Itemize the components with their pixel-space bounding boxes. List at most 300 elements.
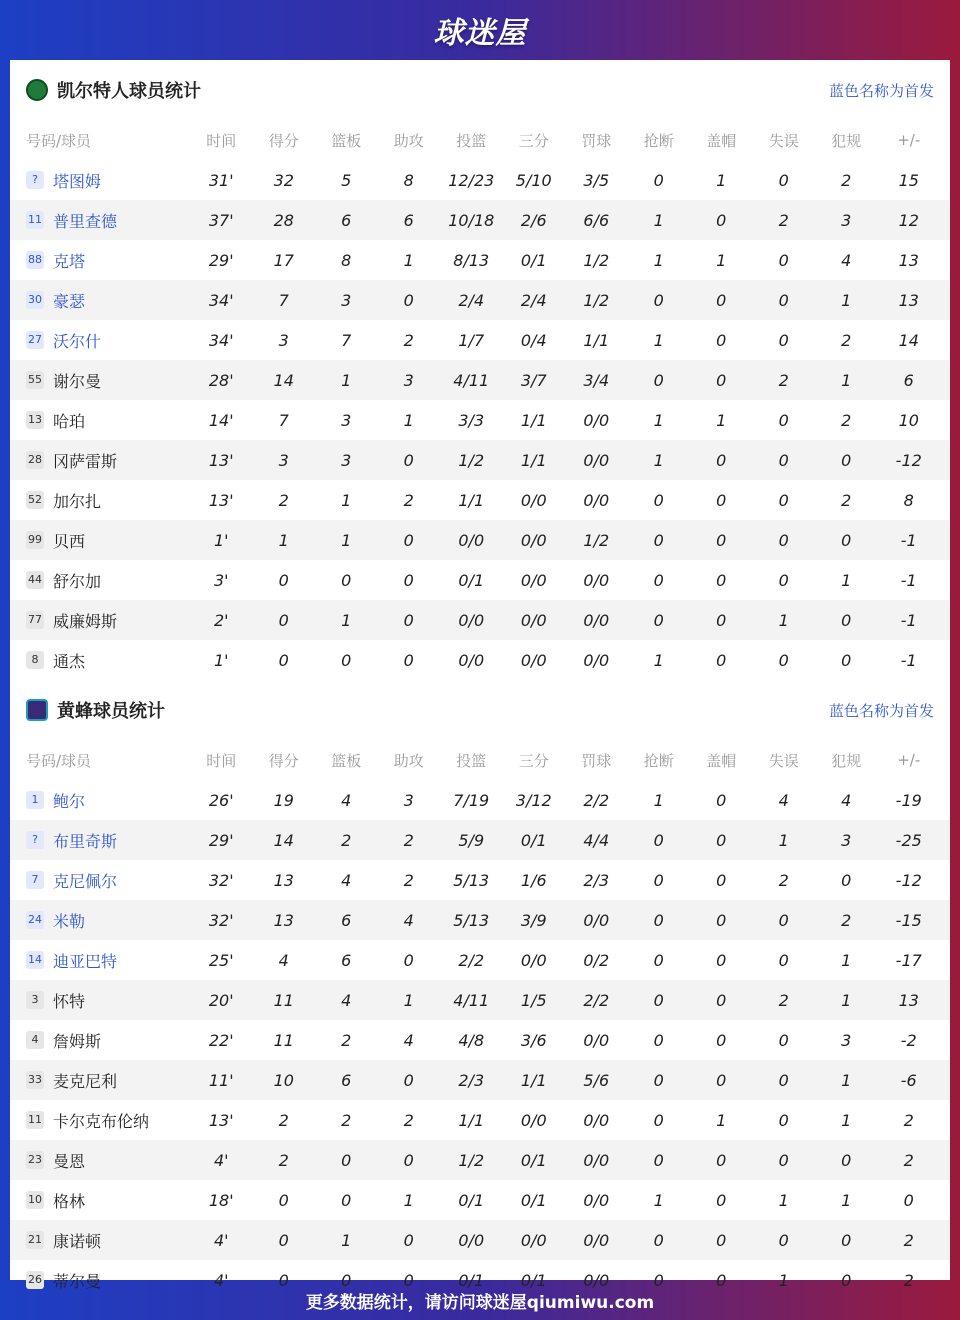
stat-cell: 28' [208,370,234,390]
stat-cell: 0 [716,210,727,230]
stat-cell: 0 [403,570,414,590]
stat-cell: 4 [278,950,289,970]
player-cell [10,489,190,512]
stat-cell: 10 [898,410,919,430]
stat-cell: 0 [653,1230,664,1250]
stat-cell: 4/11 [453,370,490,390]
stat-cell: 37' [208,210,234,230]
column-header-row [10,120,950,160]
stat-cell: 1/1 [458,490,485,510]
stat-cell: 0 [841,1150,852,1170]
stat-cell: 12 [898,210,919,230]
stat-cell: -1 [900,650,917,670]
stat-cell: 6 [341,950,352,970]
stat-cell: 0/0 [583,610,610,630]
stat-cell: 0 [403,650,414,670]
jersey-number-badge: 1 [26,791,44,809]
player-name: 冈萨雷斯 [53,451,118,471]
stat-cell: 1/2 [458,450,485,470]
stat-cell: 1/1 [520,450,547,470]
stat-cell: 13 [898,290,919,310]
table-row [10,560,950,600]
stat-cell: 2 [903,1110,914,1130]
stat-cell: 3 [278,330,289,350]
starter-note: 蓝色名称为首发 [828,701,934,720]
stat-cell: 6 [903,370,914,390]
player-name: 怀特 [53,991,86,1011]
stat-cell: 34' [208,330,234,350]
stat-cell: 1 [841,290,852,310]
stat-cell: 7 [278,410,289,430]
stat-cell: 13' [208,450,234,470]
team-title: 凯尔特人球员统计 [57,81,201,102]
stat-cell: 0 [278,1190,289,1210]
stat-cell: 0 [341,570,352,590]
stat-cell: 1' [213,530,229,550]
jersey-number-badge: 21 [26,1231,44,1249]
stat-cell: 0/0 [583,1030,610,1050]
stat-cell: 0/1 [520,1190,547,1210]
stat-cell: 0 [653,1030,664,1050]
stat-cell: 0/0 [520,490,547,510]
stat-cell: 3 [841,1030,852,1050]
stat-cell: 0 [778,1230,789,1250]
stat-cell: 0/0 [520,1230,547,1250]
stat-cell: -25 [895,830,922,850]
table-row [10,280,950,320]
stat-cell: 0 [716,330,727,350]
team-section [10,60,950,680]
stat-cell: 2 [403,330,414,350]
stat-cell: 0/0 [520,530,547,550]
jersey-number-badge: 3 [26,991,44,1009]
player-cell [10,869,190,892]
player-name[interactable]: 克塔 [53,251,86,271]
stat-cell: 1 [403,1190,414,1210]
stat-cell: 0 [653,490,664,510]
stat-cell: 0 [778,650,789,670]
stat-cell: 1/2 [583,250,610,270]
stat-cell: 0 [278,650,289,670]
stat-cell: 4 [841,790,852,810]
team-section [10,680,950,1300]
stat-cell: 0 [403,1230,414,1250]
player-cell [10,649,190,672]
player-name: 加尔扎 [53,491,102,511]
player-cell [10,1069,190,1092]
stat-cell: 1 [778,1270,789,1290]
player-name[interactable]: 塔图姆 [53,171,102,191]
stat-cell: 2 [778,870,789,890]
stat-cell: 2 [341,1110,352,1130]
stat-cell: 2/4 [520,290,547,310]
player-cell [10,1149,190,1172]
stat-cell: 0 [778,170,789,190]
stat-cell: 0/0 [520,570,547,590]
stat-cell: 0/0 [583,1270,610,1290]
stat-cell: 3/6 [520,1030,547,1050]
stat-cell: 1 [341,610,352,630]
stat-cell: 34' [208,290,234,310]
stat-cell: 0 [778,1030,789,1050]
stat-cell: -1 [900,530,917,550]
player-name[interactable]: 克尼佩尔 [53,871,118,891]
player-name: 谢尔曼 [53,371,102,391]
stat-cell: 0 [716,790,727,810]
jersey-number-badge: 52 [26,491,44,509]
stat-cell: 6 [341,210,352,230]
stat-cell: 2 [341,830,352,850]
stat-cell: 32' [208,870,234,890]
jersey-number-badge: 11 [26,1111,44,1129]
jersey-number-badge: 10 [26,1191,44,1209]
jersey-number-badge: 11 [26,211,44,229]
stat-cell: 0/1 [520,1270,547,1290]
stat-cell: 3/9 [520,910,547,930]
stat-cell: 0 [653,950,664,970]
jersey-number-badge: 77 [26,611,44,629]
stat-cell: 3/7 [520,370,547,390]
stat-cell: 0/0 [458,1230,485,1250]
player-name[interactable]: 迪亚巴特 [53,951,118,971]
player-name[interactable]: 米勒 [53,911,86,931]
stat-cell: 0 [841,650,852,670]
stat-cell: 2 [841,490,852,510]
table-row [10,820,950,860]
stat-cell: 0/0 [583,450,610,470]
stat-cell: 1 [841,950,852,970]
stat-cell: 0 [653,1110,664,1130]
stat-cell: 26' [208,790,234,810]
stat-cell: -17 [895,950,922,970]
player-name: 詹姆斯 [53,1031,102,1051]
footer-banner[interactable]: 更多数据统计，请访问球迷屋qiumiwu.com [305,1292,655,1313]
stat-cell: -19 [895,790,922,810]
stat-cell: 14 [273,370,294,390]
stat-cell: 2 [341,1030,352,1050]
stat-cell: 0/2 [583,950,610,970]
stat-cell: 3/5 [583,170,610,190]
stat-cell: 3 [341,290,352,310]
column-header: 三分 [518,751,549,770]
jersey-number-badge: ? [26,831,44,849]
stat-cell: 5/13 [453,910,490,930]
stat-cell: 0 [716,1230,727,1250]
stat-cell: 0/1 [520,1150,547,1170]
stat-cell: 1 [653,210,664,230]
stat-cell: 2/2 [583,990,610,1010]
top-bar [0,0,960,60]
stat-cell: 0/0 [583,1230,610,1250]
starter-note: 蓝色名称为首发 [828,81,934,100]
table-row [10,480,950,520]
stat-cell: -12 [895,450,922,470]
stat-cell: 8/13 [453,250,490,270]
stat-cell: 0 [653,290,664,310]
stat-cell: 10 [273,1070,294,1090]
stat-cell: 0/1 [520,250,547,270]
title-wrap [26,697,165,723]
stat-cell: 4/4 [583,830,610,850]
jersey-number-badge: 44 [26,571,44,589]
stat-cell: 0/0 [583,1150,610,1170]
stat-cell: 12/23 [448,170,495,190]
table-row [10,440,950,480]
stat-cell: 4 [841,250,852,270]
stat-cell: 7/19 [453,790,490,810]
stat-cell: 2/4 [458,290,485,310]
table-row [10,1060,950,1100]
stat-cell: 22' [208,1030,234,1050]
player-name[interactable]: 布里奇斯 [53,831,118,851]
stat-cell: 1' [213,650,229,670]
stat-cell: 0 [653,830,664,850]
stat-cell: 0 [653,370,664,390]
stat-cell: 0 [653,530,664,550]
column-header: 篮板 [331,751,362,770]
stat-cell: 3 [403,790,414,810]
stat-cell: 14 [898,330,919,350]
team-logo-icon [26,699,48,721]
stat-cell: 18' [208,1190,234,1210]
stat-cell: 0 [653,570,664,590]
stat-cell: 0 [841,870,852,890]
stat-cell: 0 [716,910,727,930]
stat-cell: -1 [900,610,917,630]
stat-cell: 1 [716,170,727,190]
stat-cell: 1/1 [520,410,547,430]
stat-cell: 0 [778,490,789,510]
table-row [10,240,950,280]
stat-cell: 1/1 [458,1110,485,1130]
stat-cell: 6 [403,210,414,230]
column-header: 罚球 [581,131,612,150]
column-header: 盖帽 [706,751,737,770]
player-name[interactable]: 豪瑟 [53,291,86,311]
stat-cell: 2 [778,210,789,230]
player-name[interactable]: 鲍尔 [53,791,86,811]
stat-cell: 2/6 [520,210,547,230]
table-row [10,940,950,980]
jersey-number-badge: 23 [26,1151,44,1169]
stat-cell: 1 [653,1190,664,1210]
stat-cell: 2/3 [458,1070,485,1090]
stat-cell: 0 [778,1070,789,1090]
stat-cell: -2 [900,1030,917,1050]
stat-cell: 3 [278,450,289,470]
stat-cell: 0 [653,1150,664,1170]
stat-cell: 0 [841,610,852,630]
stat-cell: 4/11 [453,990,490,1010]
stat-cell: -6 [900,1070,917,1090]
stat-cell: 0 [903,1190,914,1210]
section-header [10,680,950,740]
stat-cell: 2 [841,410,852,430]
stat-cell: 0 [778,570,789,590]
stat-cell: 2/2 [583,790,610,810]
player-name[interactable]: 普里查德 [53,211,118,231]
player-name: 卡尔克布伦纳 [53,1111,150,1131]
stat-cell: 0/0 [520,950,547,970]
stat-cell: 0 [341,1270,352,1290]
stat-cell: 0 [778,950,789,970]
stat-cell: 7 [278,290,289,310]
stat-cell: 1 [653,450,664,470]
stat-cell: 10/18 [448,210,495,230]
stat-cell: 1 [716,250,727,270]
column-header: 罚球 [581,751,612,770]
stat-cell: 2 [841,910,852,930]
stat-cell: 0 [716,1270,727,1290]
stat-cell: 1 [841,370,852,390]
stat-cell: 6 [341,910,352,930]
stat-cell: 1 [341,370,352,390]
stat-cell: 31' [208,170,234,190]
stat-cell: 0/0 [458,650,485,670]
player-cell [10,789,190,812]
stat-cell: 13' [208,1110,234,1130]
table-row [10,860,950,900]
stat-cell: 28 [273,210,294,230]
stat-cell: 0 [778,330,789,350]
stat-cell: 0 [341,1190,352,1210]
stat-cell: 2 [841,170,852,190]
table-row [10,980,950,1020]
stat-cell: 13 [273,870,294,890]
table-row [10,1140,950,1180]
stat-cell: 0 [778,450,789,470]
stat-cell: 2 [403,870,414,890]
table-row [10,160,950,200]
stat-cell: 1 [341,530,352,550]
stat-cell: 0 [778,910,789,930]
stat-cell: 3 [341,410,352,430]
stat-cell: 32 [273,170,294,190]
stat-cell: 0 [716,870,727,890]
stat-cell: 11 [273,990,294,1010]
stat-cell: 1 [841,1070,852,1090]
stat-cell: 32' [208,910,234,930]
stat-cell: 1 [403,250,414,270]
stat-cell: 0/0 [583,490,610,510]
title-wrap [26,77,201,103]
stat-cell: 0 [341,650,352,670]
stat-cell: 0 [841,530,852,550]
stat-cell: 0 [778,530,789,550]
stat-cell: 0 [403,610,414,630]
stat-cell: 5 [341,170,352,190]
jersey-number-badge: 88 [26,251,44,269]
stat-cell: 0 [716,450,727,470]
stat-cell: 2/2 [458,950,485,970]
stat-cell: 1 [653,250,664,270]
stat-cell: 1 [341,1230,352,1250]
stat-cell: 0 [653,910,664,930]
stat-cell: 2/3 [583,870,610,890]
stat-cell: 0 [778,290,789,310]
stat-cell: 0 [778,1110,789,1130]
stat-cell: 0/0 [520,1110,547,1130]
stat-cell: 4 [403,910,414,930]
table-row [10,600,950,640]
stat-cell: 1/7 [458,330,485,350]
stat-cell: 0 [278,570,289,590]
player-cell [10,1189,190,1212]
stat-cell: 25' [208,950,234,970]
stat-cell: 0 [716,370,727,390]
stat-cell: -15 [895,910,922,930]
stat-cell: 0 [716,990,727,1010]
stat-cell: 4 [341,990,352,1010]
player-cell [10,569,190,592]
stat-cell: 1 [403,410,414,430]
stat-cell: 4 [778,790,789,810]
stat-cell: 0/0 [583,650,610,670]
stat-cell: 1 [841,1190,852,1210]
column-header: 犯规 [831,751,862,770]
stat-cell: 29' [208,250,234,270]
stat-cell: 0/0 [520,610,547,630]
player-name[interactable]: 沃尔什 [53,331,102,351]
player-name: 麦克尼利 [53,1071,118,1091]
column-header: 犯规 [831,131,862,150]
stat-cell: 8 [341,250,352,270]
table-row [10,200,950,240]
stat-cell: 0 [403,1150,414,1170]
column-header: 号码/球员 [26,751,92,770]
stat-cell: 1/2 [583,530,610,550]
stat-cell: 6/6 [583,210,610,230]
column-header: +/- [897,131,921,149]
table-row [10,780,950,820]
stat-cell: 5/9 [458,830,485,850]
stat-cell: 1 [278,530,289,550]
stat-cell: 1 [716,410,727,430]
stat-cell: 0 [716,290,727,310]
player-cell [10,289,190,312]
player-cell [10,449,190,472]
stat-cell: 0 [653,610,664,630]
stat-cell: 7 [341,330,352,350]
stat-cell: 4' [213,1230,229,1250]
stat-cell: 0 [841,450,852,470]
player-cell [10,609,190,632]
stat-cell: 13 [273,910,294,930]
stat-cell: 0 [716,1190,727,1210]
stat-cell: 0 [716,610,727,630]
column-header: +/- [897,751,921,769]
stat-cell: 0 [403,290,414,310]
player-cell [10,369,190,392]
column-header: 抢断 [643,131,674,150]
player-cell [10,169,190,192]
table-row [10,900,950,940]
stat-cell: 14 [273,830,294,850]
stat-cell: 0/0 [583,570,610,590]
stat-cell: 0 [778,250,789,270]
column-header: 助攻 [393,751,424,770]
stat-cell: 17 [273,250,294,270]
team-title: 黄蜂球员统计 [57,701,165,722]
player-cell [10,1229,190,1252]
player-cell [10,1029,190,1052]
stat-cell: 0/1 [520,830,547,850]
stat-cell: 4 [403,1030,414,1050]
stat-cell: 2 [278,1150,289,1170]
table-row [10,1220,950,1260]
stat-cell: 0 [341,1150,352,1170]
stat-cell: 1 [653,650,664,670]
